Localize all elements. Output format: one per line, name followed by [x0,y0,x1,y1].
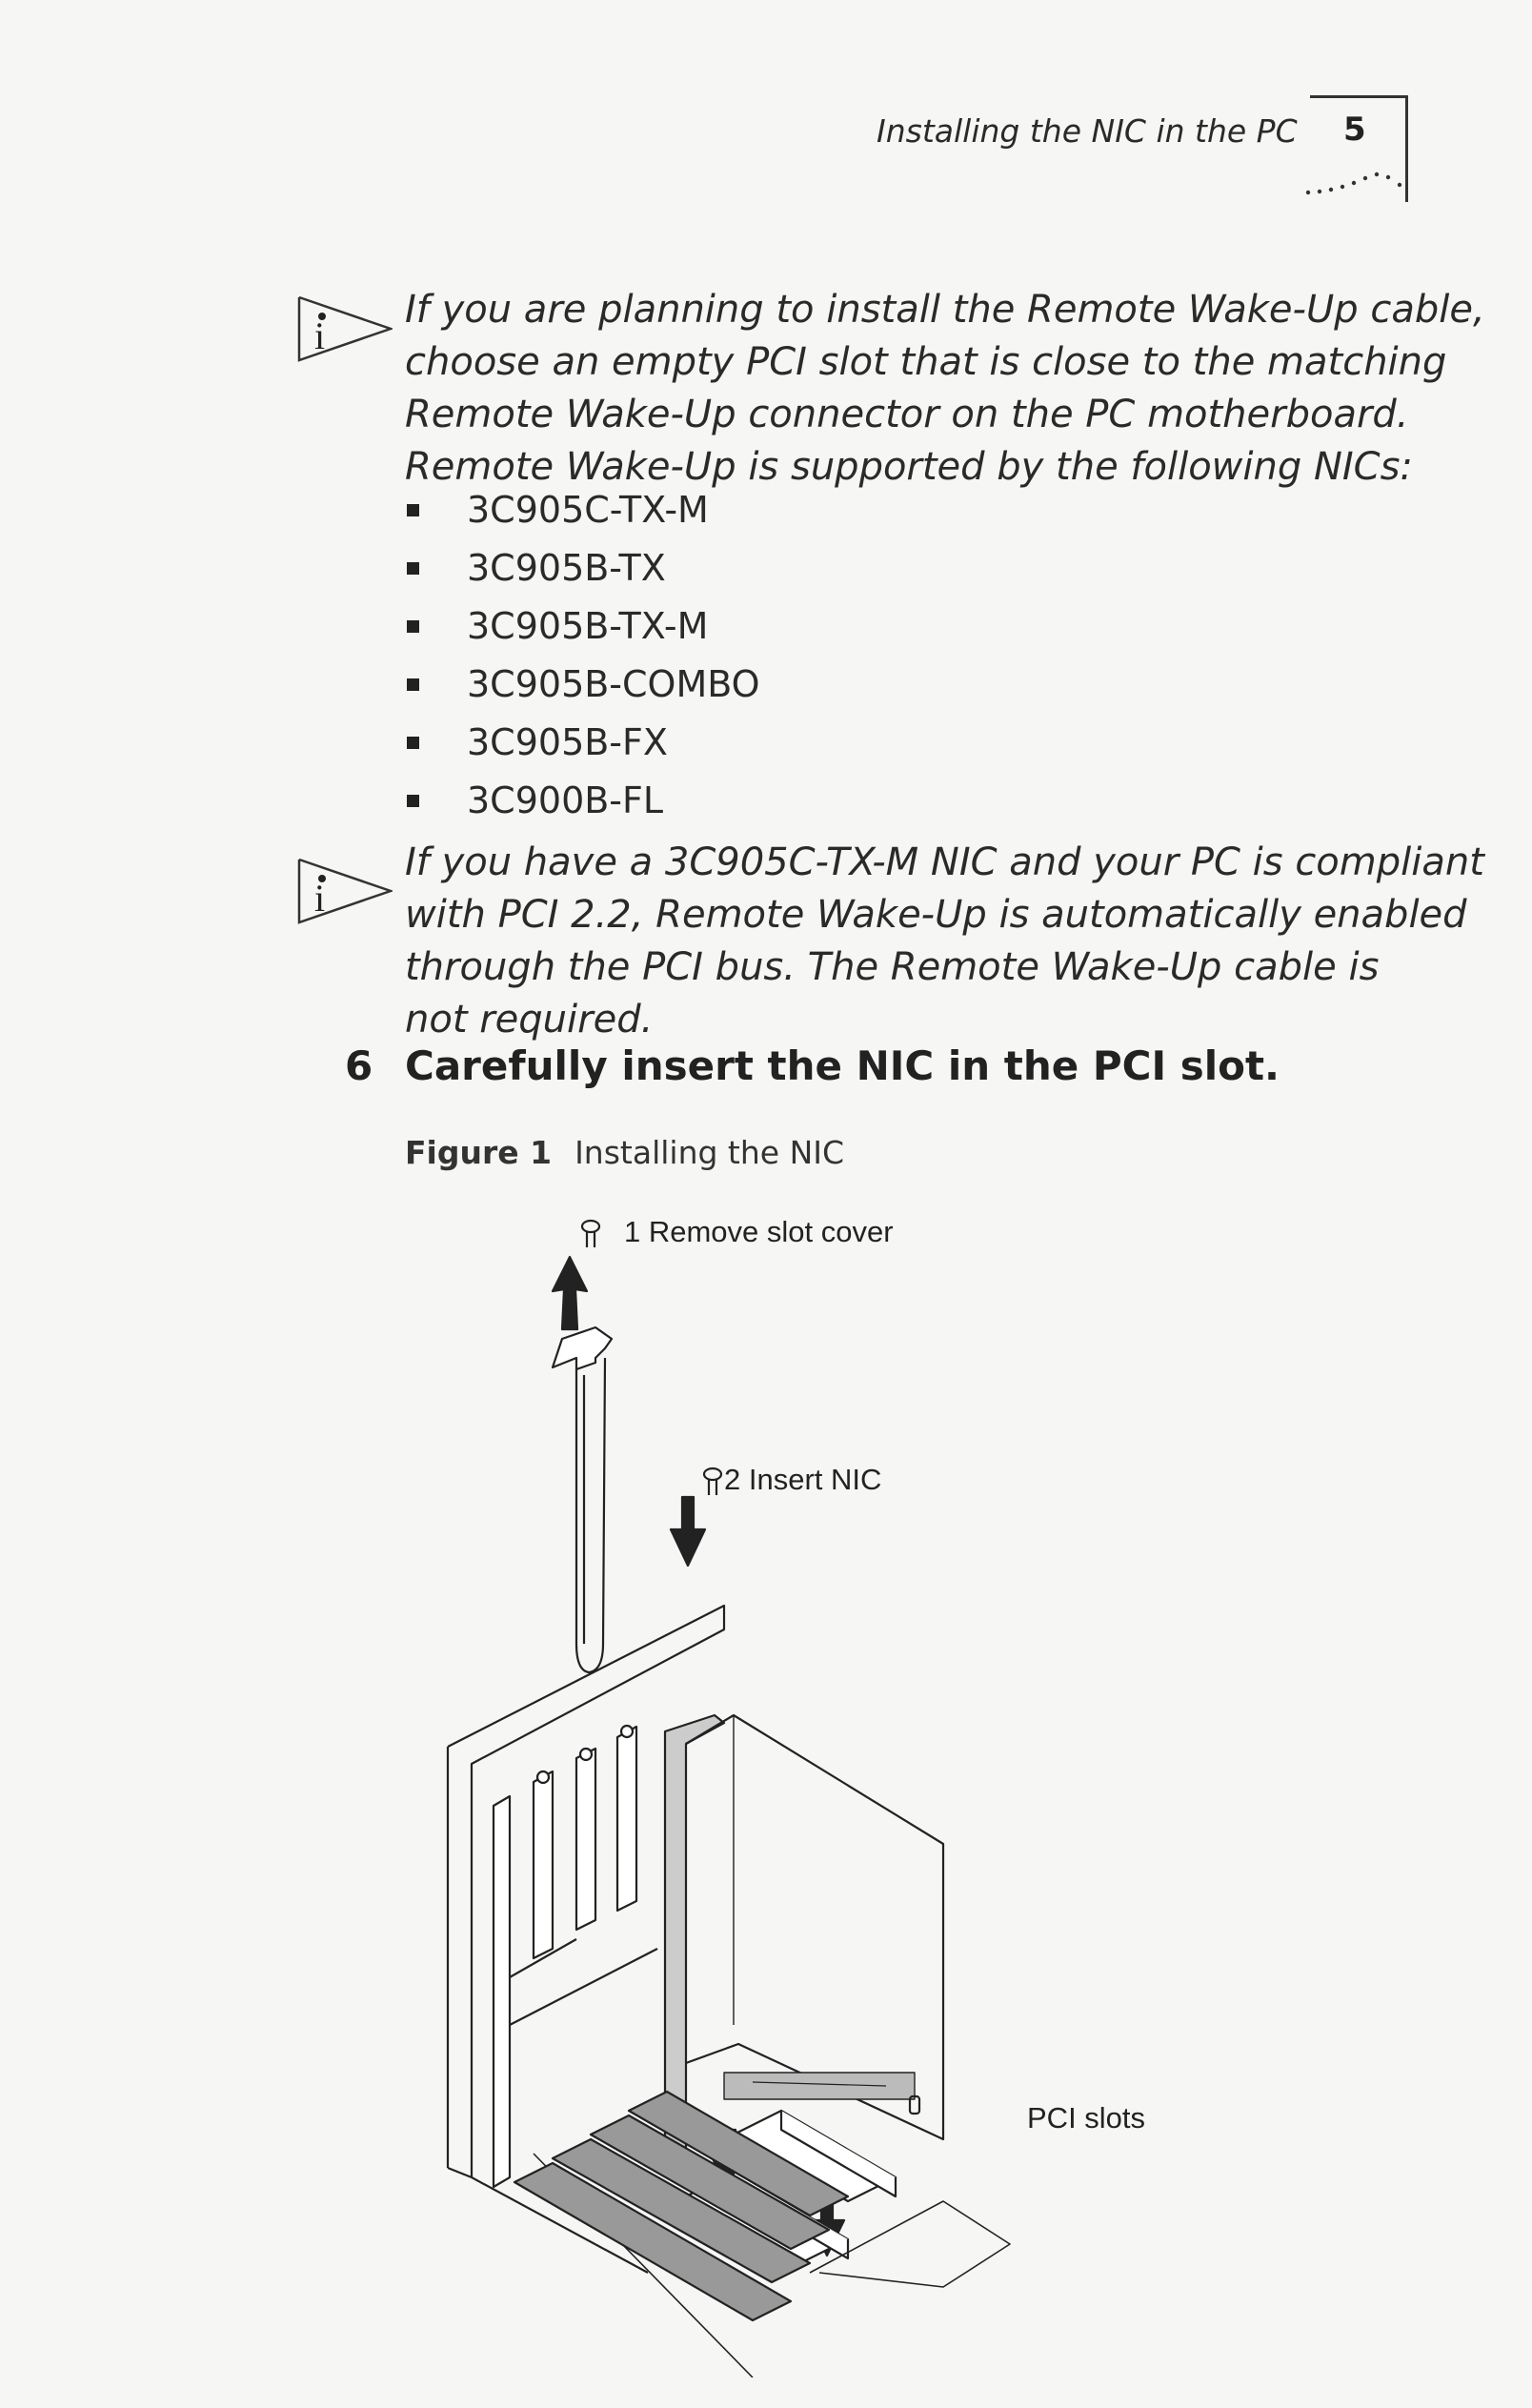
arrow-up-icon [553,1257,587,1329]
svg-text:i: i [314,314,326,357]
supported-nic-list [405,481,760,830]
figure-caption [405,1134,844,1171]
list-item [405,539,760,597]
bullet-square [407,737,419,749]
svg-text:i: i [314,877,326,920]
list-item [405,597,760,656]
info-icon [297,295,393,362]
bullet-square [407,504,419,516]
note-line: If you have a 3C905C-TX-M NIC and your PC is compliant [405,840,1484,884]
nic-model: 3C905B-TX [467,547,666,589]
bullet-square [407,678,419,691]
info-icon [297,858,393,924]
bullet-square [407,795,419,807]
nic-model: 3C905C-TX-M [467,489,709,531]
nic-model: 3C905B-FX [467,721,668,763]
nic-installation-illustration [410,1196,1191,2378]
note-remote-wake-up-cable [405,284,1485,494]
list-item [405,656,760,714]
nic-card [665,1715,943,2158]
nic-model: 3C905B-TX-M [467,605,709,647]
callout-insert-nic: 2 Insert NIC [724,1463,882,1496]
note-line: with PCI 2.2, Remote Wake-Up is automatically enabled [405,893,1467,937]
header-dot-ornament [1300,162,1405,200]
callout-pci-slots: PCI slots [1027,2101,1146,2135]
arrow-down-icon [671,1497,705,1566]
note-line: Remote Wake-Up connector on the PC motherboard. [405,393,1409,436]
nic-model: 3C905B-COMBO [467,663,760,705]
figure-caption-text: Installing the NIC [574,1134,845,1171]
note-line: If you are planning to install the Remote Wake-Up cable, [405,288,1485,332]
header-rule-vertical [1405,95,1408,202]
note-line: Remote Wake-Up is supported by the following NICs: [405,445,1413,489]
list-item [405,714,760,772]
note-line: through the PCI bus. The Remote Wake-Up cable is [405,945,1380,989]
page-number: 5 [1343,111,1366,149]
callout-remove-slot-cover: 1 Remove slot cover [624,1215,894,1248]
bullet-square [407,620,419,633]
bullet-square [407,562,419,575]
note-pci-2-2 [405,837,1484,1046]
screw-icon [704,1468,721,1495]
screw-icon [582,1221,599,1247]
figure-label: Figure 1 [405,1134,553,1171]
note-line: choose an empty PCI slot that is close to the matching [405,340,1447,384]
running-head: Installing the NIC in the PC [877,112,1298,150]
slot-cover [553,1327,612,1672]
header-rule [1310,95,1407,98]
list-item [405,481,760,539]
list-item [405,772,760,830]
nic-model: 3C900B-FL [467,779,664,821]
note-line: not required. [405,998,654,1042]
step-number: 6 [345,1042,373,1089]
step-instruction: Carefully insert the NIC in the PCI slot. [405,1042,1280,1089]
